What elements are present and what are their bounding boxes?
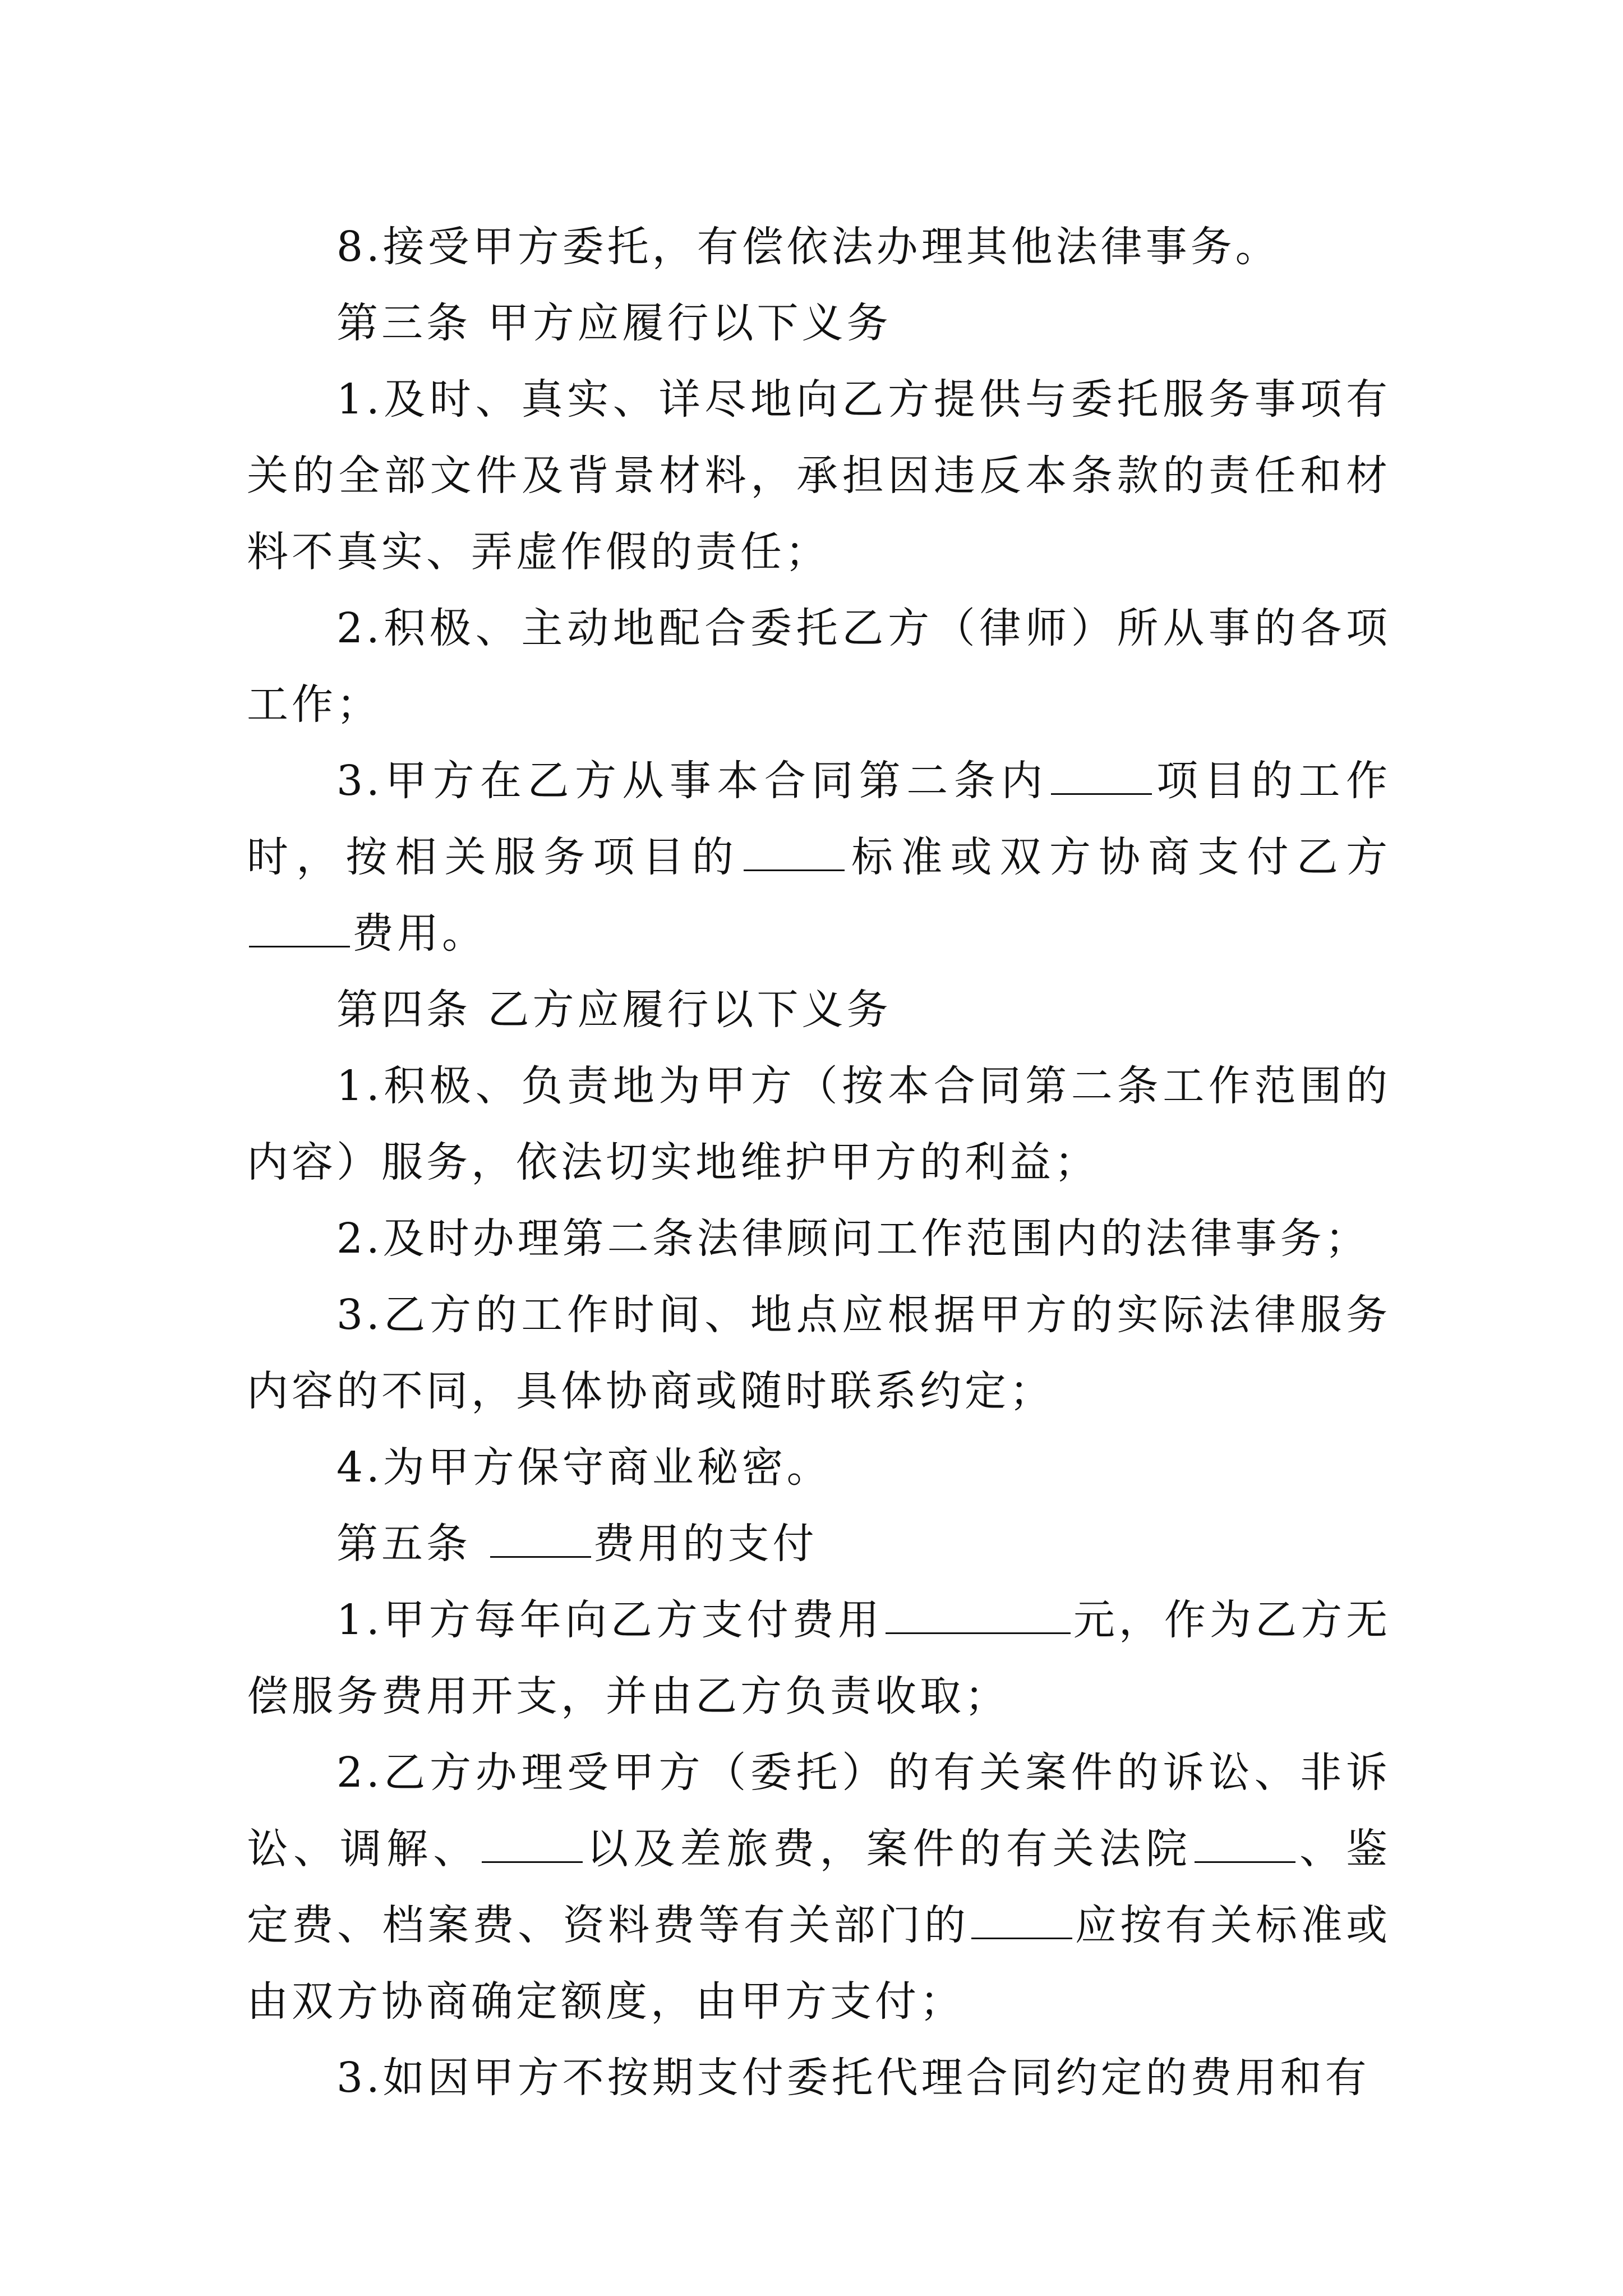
article-5-item-3: 3.如因甲方不按期支付委托代理合同约定的费用和有 — [336, 2054, 1370, 2102]
blank-line[interactable] — [971, 1902, 1072, 1939]
article-4-item-3: 3.乙方的工作时间、地点应根据甲方的实际法律服务内容的不同，具体协商或随时联系约定； — [247, 1291, 1391, 1415]
blank-line[interactable] — [744, 834, 845, 871]
article-4-item-1: 1.积极、负责地为甲方（按本合同第二条工作范围的内容）服务，依法切实地维护甲方的利益； — [247, 1062, 1391, 1186]
article-3-item-2: 2.积极、主动地配合委托乙方（律师）所从事的各项工作； — [247, 604, 1391, 729]
clause-2-item-8: 8.接受甲方委托，有偿依法办理其他法律事务。 — [336, 223, 1280, 271]
blank-line[interactable] — [1051, 757, 1152, 795]
blank-line[interactable] — [490, 1520, 591, 1558]
article-3-item-1: 1.及时、真实、详尽地向乙方提供与委托服务事项有关的全部文件及背景材料，承担因违反本条款的责任和材料不真实、弄虚作假的责任； — [247, 375, 1391, 576]
article-3-item-3: 3.甲方在乙方从事本合同第二条内 项目的工作时，按相关服务项目的 标准或双方协商支付乙方费用。 — [247, 757, 1391, 958]
article-5-item-2: 2.乙方办理受甲方（委托）的有关案件的诉讼、非诉讼、调解、 以及差旅费，案件的有关法院 、鉴定费、档案费、资料费等有关部门的 应按有关标准或由双方协商确定额度，由甲方支付； — [247, 1749, 1391, 2026]
contract-text — [247, 209, 1391, 2116]
article-4-item-2: 2.及时办理第二条法律顾问工作范围内的法律事务； — [336, 1214, 1370, 1263]
article-5-item-1: 1.甲方每年向乙方支付费用 元，作为乙方无偿服务费用开支，并由乙方负责收取； — [247, 1596, 1391, 1720]
blank-line[interactable] — [249, 910, 350, 947]
article-4-item-4: 4.为甲方保守商业秘密。 — [336, 1443, 832, 1492]
article-5-heading: 第五条 费用的支付 — [336, 1520, 818, 1568]
article-3-heading: 第三条 甲方应履行以下义务 — [336, 299, 892, 347]
blank-line[interactable] — [886, 1596, 1071, 1634]
article-4-heading: 第四条 乙方应履行以下义务 — [336, 986, 892, 1034]
blank-line[interactable] — [482, 1825, 583, 1863]
blank-line[interactable] — [1195, 1825, 1295, 1863]
